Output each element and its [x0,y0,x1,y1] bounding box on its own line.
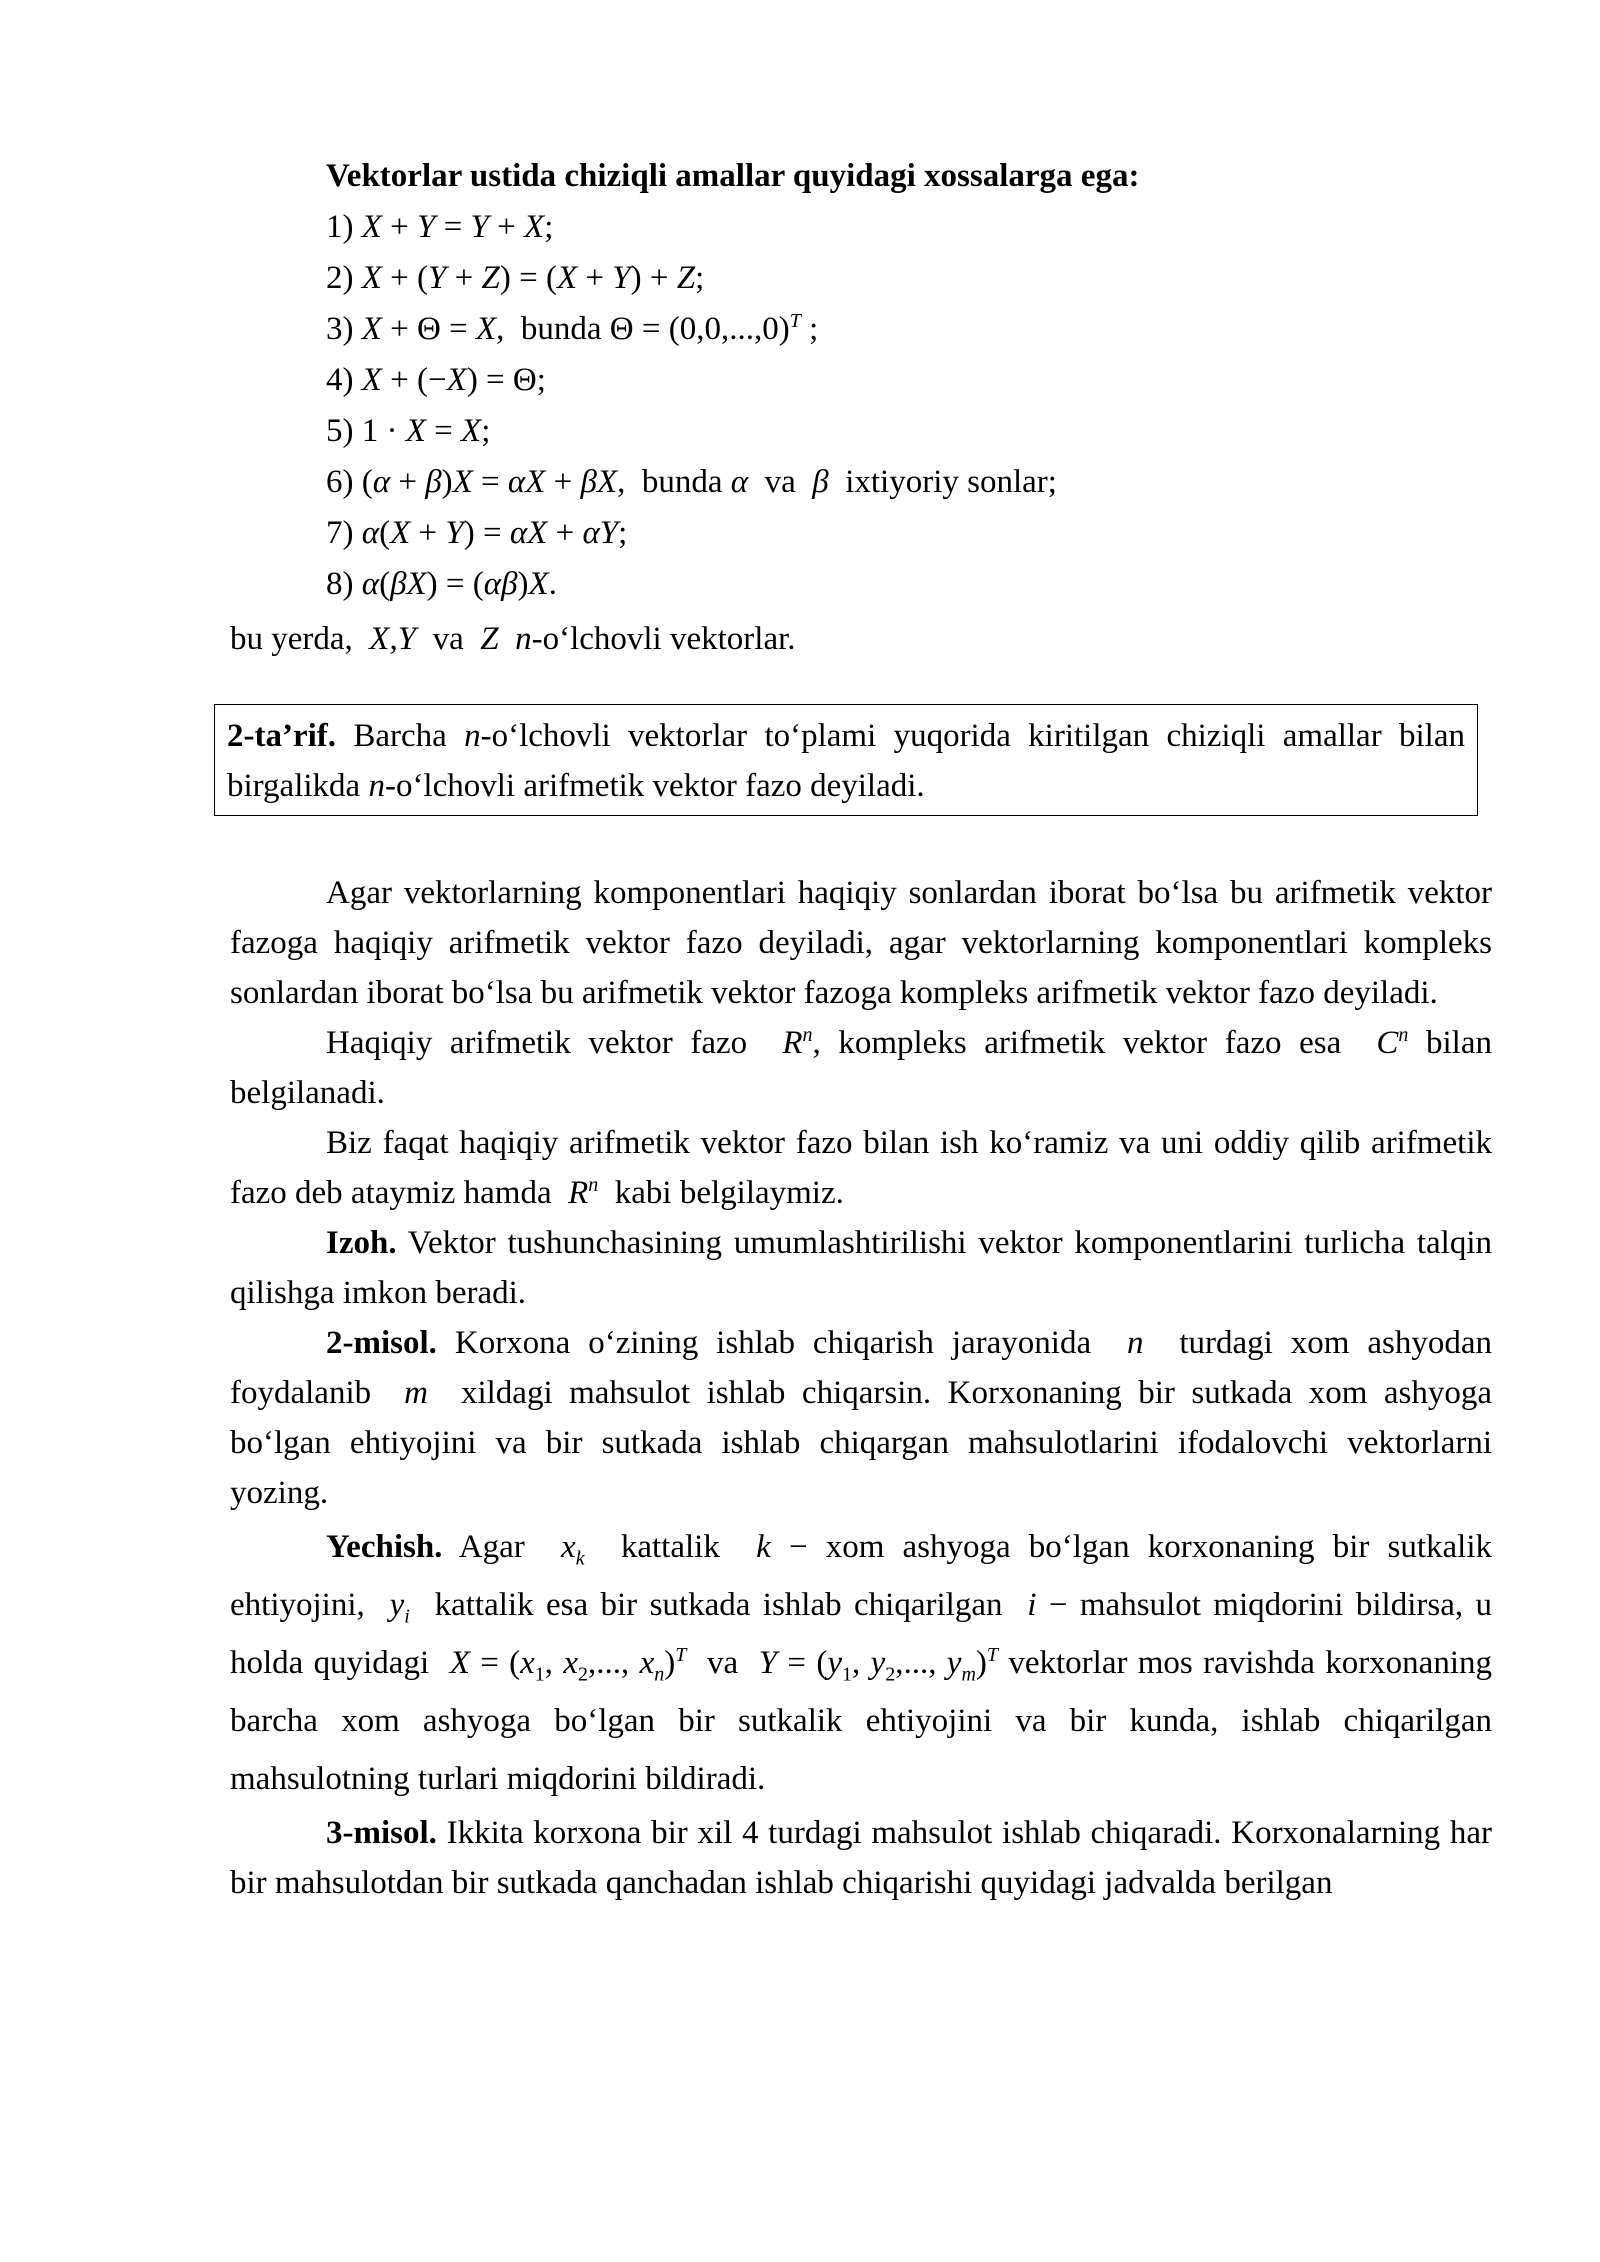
paragraph-yechish: Yechish. Agar $x_k$ kattalik k − xom ashyoga bo‘lgan korxonaning bir sutkalik ehtiyojini, $y_i$ kattalik esa bir sutkada ishlab chiqarilgan i − mahsulot miqdorini bildirsa, u holda quyidagi $X = (x_1$, $x_2$,..., $x_n)^T$ va $Y = (y_1$, $y_2$,..., $y_m)^T$ vektorlar mos ravishda korxonaning barcha xom ashyoga bo‘lgan bir sutkalik ehtiyojini va bir kunda, ishlab chiqarilgan mahsulotning turlari miqdorini bildiradi. [230,1529,1492,1797]
properties-heading: Vektorlar ustida chiziqli amallar quyidagi xossalarga ega: [326,158,1140,194]
misol-2-label: 2-misol. [326,1325,437,1361]
paragraph-3: Biz faqat haqiqiy arifmetik vektor fazo bilan ish ko‘ramiz va uni oddiy qilib arifmetik fazo deb ataymiz hamda $R^n$ kabi belgilaymiz. [230,1125,1492,1211]
property-6: 6) (α + β)X = αX + βX, bunda α va β ixtiyoriy sonlar; [326,464,1057,500]
properties-list [230,202,1492,610]
document-page [227,150,1493,1908]
vector-note: bu yerda, X,Y va Z n-o‘lchovli vektorlar. [230,621,796,657]
property-5: 5) 1 · X = X; [326,413,491,449]
izoh-label: Izoh. [326,1225,397,1261]
paragraph-misol-2: 2-misol. Korxona o‘zining ishlab chiqarish jarayonida n turdagi xom ashyodan foydalanib m xildagi mahsulot ishlab chiqarsin. Korxonaning bir sutkada xom ashyoga bo‘lgan ehtiyojini va bir sutkada ishlab chiqargan mahsulotlarini ifodalovchi vektorlarni yozing. [230,1325,1493,1511]
definition-label: 2-ta’rif. [227,718,337,754]
property-7: 7) α(X + Y) = αX + αY; [326,515,628,551]
izoh-text: Vektor tushunchasining umumlashtirilishi vektor komponentlarini turlicha talqin qilishga imkon beradi. [230,1225,1493,1311]
misol-3-label: 3-misol. [326,1815,437,1851]
definition-box: 2-ta’rif. Barcha n-o‘lchovli vektorlar to‘plami yuqorida kiritilgan chiziqli amallar bilan birgalikda n-o‘lchovli arifmetik vektor fazo deyiladi. [214,704,1478,816]
property-8: 8) α(βX) = (αβ)X. [326,566,557,602]
paragraph-izoh [230,1218,1492,1318]
paragraph-misol-3 [230,1808,1492,1908]
misol-3-text: Ikkita korxona bir xil 4 turdagi mahsulot ishlab chiqaradi. Korxonalarning har bir mahsulotdan bir sutkada qanchadan ishlab chiqarishi quyidagi jadvalda berilgan [230,1815,1493,1901]
property-2: 2) X + (Y + Z) = (X + Y) + Z; [326,260,705,296]
paragraph-2: Haqiqiy arifmetik vektor fazo $R^n$, kompleks arifmetik vektor fazo esa $C^n$ bilan belgilanadi. [230,1024,1492,1111]
yechish-label: Yechish. [326,1529,443,1565]
property-4: 4) X + (−X) = Θ; [326,362,546,398]
paragraph-1: Agar vektorlarning komponentlari haqiqiy sonlardan iborat bo‘lsa bu arifmetik vektor fazoga haqiqiy arifmetik vektor fazo deyiladi, agar vektorlarning komponentlari kompleks sonlardan iborat bo‘lsa bu arifmetik vektor fazoga kompleks arifmetik vektor fazo deyiladi. [230,875,1492,1011]
property-3: 3) X + Θ = X, bunda $\Theta = (0,0,...,0)^T$ ; [326,310,819,347]
property-1: 1) X + Y = Y + X; [326,209,554,245]
